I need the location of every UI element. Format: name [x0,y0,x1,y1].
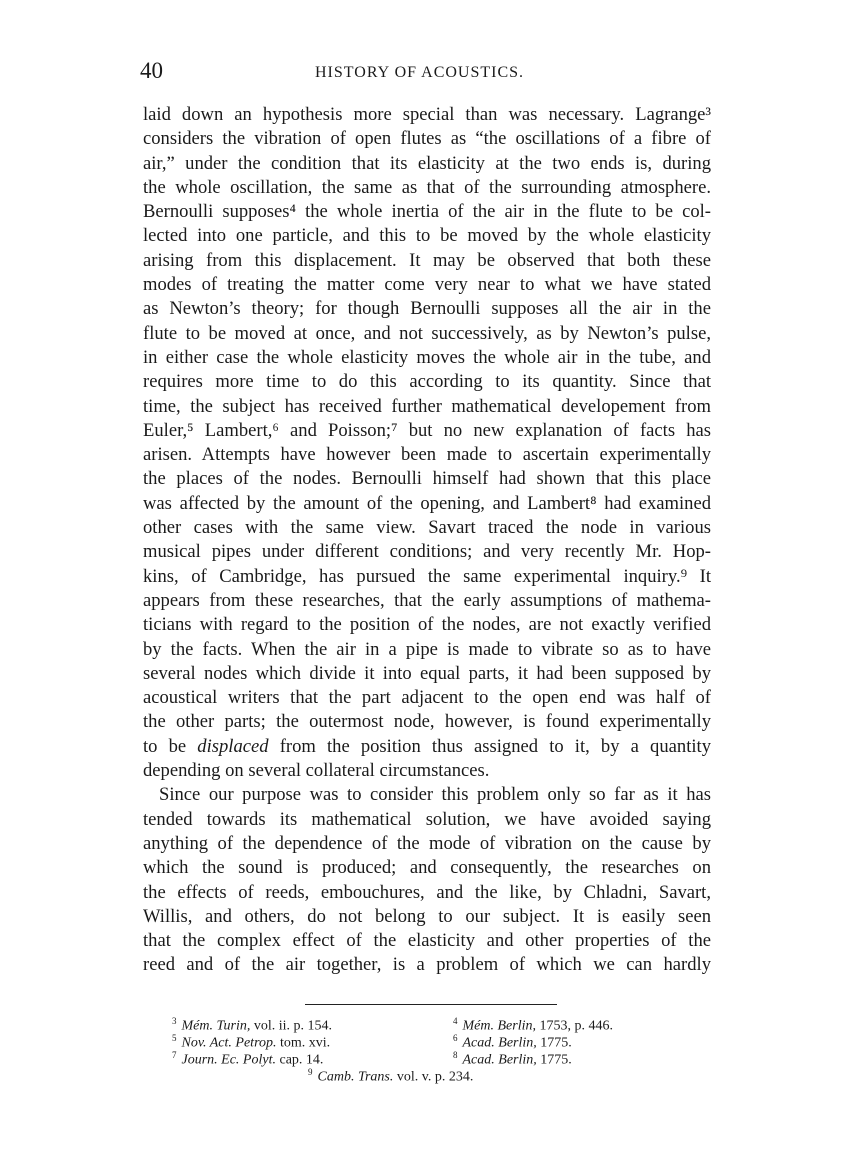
emphasis-text: displaced [197,735,269,757]
footnote-mark: 5 [172,1033,177,1043]
footnote-source: Nov. Act. Petrop. [181,1035,277,1051]
footnote-source: Acad. Berlin, [462,1035,537,1051]
footnote-detail: tom. xvi. [280,1035,331,1051]
text-line: Since our purpose was to consider this problem only so far as it has [159,784,711,806]
page-header [140,58,712,88]
footnote-source: Journ. Ec. Polyt. [181,1052,276,1068]
footnote-source: Mém. Turin, [181,1018,251,1034]
footnote-detail: vol. v. p. 234. [396,1069,474,1085]
footnote-detail: vol. ii. p. 154. [253,1018,333,1034]
text-line: Willis, and others, do not belong to our subject. It is easily seen [143,905,711,927]
text-line: musical pipes under different conditions; and very recently Mr. Hop- [143,541,711,563]
footnote-mark: 9 [308,1067,313,1077]
text-line: that the complex effect of the elasticity and other properties of the [143,930,711,952]
text-line: the whole oscillation, the same as that of the surrounding atmosphere. [143,176,711,198]
footnote-detail: 1775. [540,1035,572,1051]
footnote-mark: 8 [453,1050,458,1060]
page-number: 40 [140,58,163,83]
text-line: considers the vibration of open flutes as “the oscillations of a fibre of [143,128,711,150]
text-line: flute to be moved at once, and not successively, as by Newton’s pulse, [143,322,711,344]
text-line: the other parts; the outermost node, however, is found experimentally [143,711,711,733]
text-line: time, the subject has received further mathematical developement from [143,395,711,417]
text-line: to be displaced from the position thus assigned to it, by a quantity [143,735,711,757]
text-line: reed and of the air together, is a problem of which we can hardly [143,954,711,976]
text-line: ticians with regard to the position of the nodes, are not exactly verified [143,614,711,636]
text-line: the places of the nodes. Bernoulli himself had shown that this place [143,468,711,490]
text-line: appears from these researches, that the early assumptions of mathema- [143,589,711,611]
footnote-mark: 6 [453,1033,458,1043]
text-line: which the sound is produced; and consequently, the researches on [143,857,711,879]
footnote-source: Acad. Berlin, [462,1052,537,1068]
text-line: modes of treating the matter come very near to what we have stated [143,274,711,296]
text-line: Bernoulli supposes⁴ the whole inertia of the air in the flute to be col- [143,201,711,223]
text-line: anything of the dependence of the mode of vibration on the cause by [143,832,711,854]
text-line: in either case the whole elasticity moves the whole air in the tube, and [143,346,711,368]
footnote-detail: 1775. [540,1052,572,1068]
text-line: as Newton’s theory; for though Bernoulli supposes all the air in the [143,298,711,320]
text-line: requires more time to do this according to its quantity. Since that [143,371,711,393]
footnote-detail: 1753, p. 446. [539,1018,613,1034]
footnote-source: Camb. Trans. [317,1069,394,1085]
footnote [172,1047,323,1069]
running-head: HISTORY OF ACOUSTICS. [315,64,525,81]
text-line: by the facts. When the air in a pipe is made to vibrate so as to have [143,638,711,660]
footnote-source: Mém. Berlin, [462,1018,536,1034]
text-line: arisen. Attempts have however been made to ascertain experimentally [143,444,711,466]
text-line: the effects of reeds, embouchures, and the like, by Chladni, Savart, [143,881,711,903]
text-line: laid down an hypothesis more special than was necessary. Lagrange³ [143,104,711,125]
text-line: kins, of Cambridge, has pursued the same experimental inquiry.⁹ It [143,565,711,587]
text-line: air,” under the condition that its elasticity at the two ends is, during [143,152,711,174]
text-line: acoustical writers that the part adjacent to the open end was half of [143,687,711,709]
footnote-mark: 4 [453,1016,458,1026]
text-line: several nodes which divide it into equal parts, it had been supposed by [143,662,711,684]
text-line: lected into one particle, and this to be moved by the whole elasticity [143,225,711,247]
text-line: arising from this displacement. It may be observed that both these [143,249,711,271]
footnote [308,1064,473,1086]
footnote-mark: 7 [172,1050,177,1060]
body-text [143,103,711,978]
text-line: Euler,⁵ Lambert,⁶ and Poisson;⁷ but no new explanation of facts has [143,419,711,441]
footnote-rule [305,1004,557,1005]
text-line: other cases with the same view. Savart traced the node in various [143,517,711,539]
text-line: was affected by the amount of the opening, and Lambert⁸ had examined [143,492,711,514]
text-line: tended towards its mathematical solution, we have avoided saying [143,808,711,830]
footnote-detail: cap. 14. [279,1052,324,1068]
text-line: depending on several collateral circumstances. [143,760,490,782]
footnote-mark: 3 [172,1016,177,1026]
